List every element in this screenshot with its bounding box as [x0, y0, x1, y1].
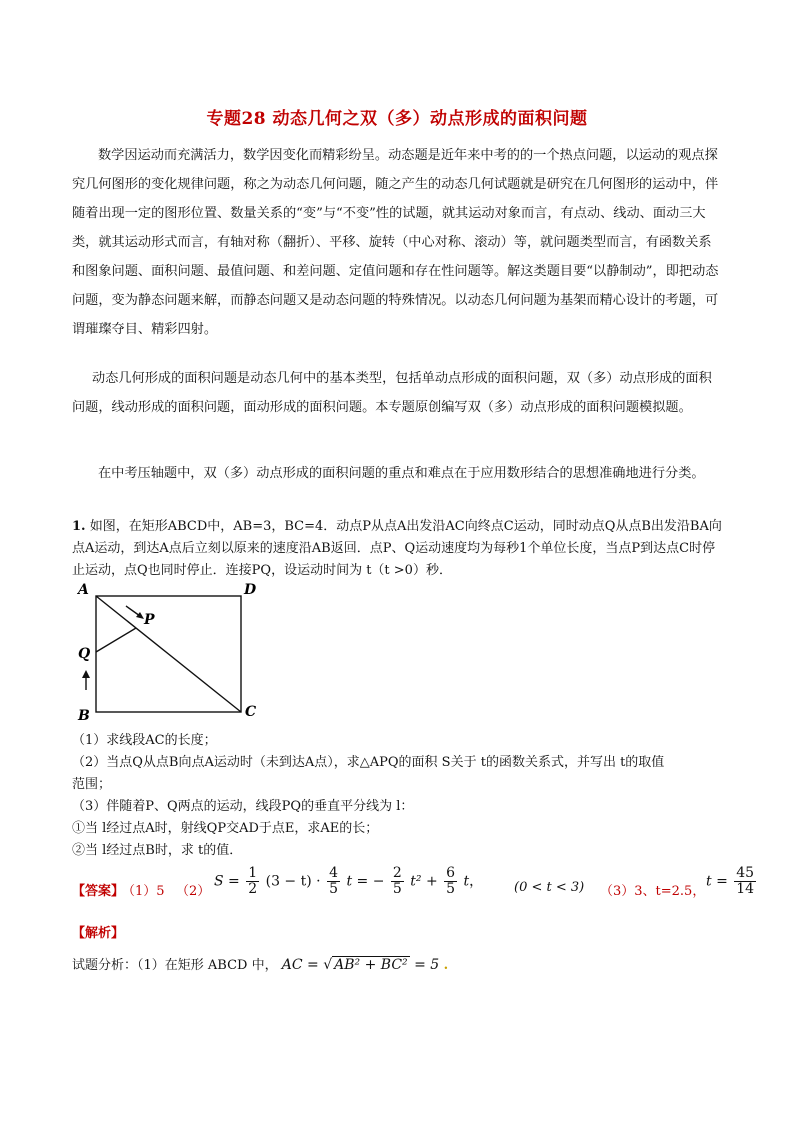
sub-question-1: （1）求线段AC的长度； [72, 733, 217, 748]
segment-pq [96, 628, 136, 652]
label-p: P [144, 612, 155, 628]
answer-tag: 【答案】 [72, 884, 125, 899]
sub-question-3-1: ①当 l经过点A时，射线QP交AD于点E，求AE的长； [72, 821, 379, 836]
problem-text: 如图，在矩形ABCD中，AB=3，BC=4．动点P从点A出发沿AC向终点C运动，同时动点Q从点B出发沿BA向点A运动，到达A点后立刻以原来的速度沿AB返回．点P、Q运动速度均为每秒1个单位长度，当点P到达点C时停止运动，点Q也同时停止．连接PQ，设运动时间为 t（t >0）秒． [72, 519, 722, 578]
arrow-p-head [136, 612, 144, 619]
sub-question-3-2: ②当 l经过点B时，求 t的值． [72, 843, 243, 858]
analysis-text: 试题分析：（1）在矩形 ABCD 中， [72, 958, 278, 973]
rectangle-figure [74, 578, 274, 728]
problem-statement [72, 516, 722, 582]
sub-question-2-cont: 范围； [72, 777, 112, 792]
intro-paragraph-2: 动态几何形成的面积问题是动态几何中的基本类型，包括单动点形成的面积问题，双（多）动点形成的面积问题，线动形成的面积问题，面动形成的面积问题。本专题原创编写双（多）动点形成的面积问题模拟题。 [72, 371, 712, 415]
label-d: D [244, 582, 257, 598]
answer-t-value: t = $\frac{45}{14}$ [706, 865, 755, 897]
analysis-formula: AC = √ AB² + BC² = 5 [281, 957, 440, 973]
problem-number: 1. [72, 519, 86, 534]
label-b: B [78, 708, 90, 724]
analysis-tag: 【解析】 [72, 926, 125, 941]
answer-part-1: （1）5 [122, 884, 165, 899]
answer-range: (0 < t < 3) [514, 880, 585, 895]
intro-paragraph-3: 在中考压轴题中，双（多）动点形成的面积问题的重点和难点在于应用数形结合的思想准确地进行分类。 [98, 466, 705, 481]
page-title: 专题28 动态几何之双（多）动点形成的面积问题 [206, 109, 588, 129]
label-a: A [78, 582, 89, 598]
intro-paragraph-1: 数学因运动而充满活力，数学因变化而精彩纷呈。动态题是近年来中考的的一个热点问题，以运动的观点探究几何图形的变化规律问题，称之为动态几何问题，随之产生的动态几何试题就是研究在几何图形的运动中，伴随着出现一定的图形位置、数量关系的“变”与“不变”性的试题，就其运动对象而言，有点动、线动、面动三大类，就其运动形式而言，有轴对称（翻折）、平移、旋转（中心对称、滚动）等，就问题类型而言，有函数关系和图象问题、面积问题、最值问题、和差问题、定值问题和存在性问题等。解这类题目要“以静制动”，即把动态问题，变为静态问题来解，而静态问题又是动态问题的特殊情况。以动态几何问题为基架而精心设计的考题，可谓璀璨夺目、精彩四射。 [72, 148, 719, 337]
arrow-q-head [82, 670, 90, 678]
answer-row [72, 862, 755, 912]
answer-part-3: （3）3、t=2.5， [600, 884, 706, 899]
sub-question-2: （2）当点Q从点B向点A运动时（未到达A点），求△APQ的面积 S关于 t的函数关系式，并写出 t的取值 [72, 755, 665, 770]
label-q: Q [78, 646, 91, 662]
answer-area-formula: S = $\frac{1}{2}$ (3 − t) · $\frac{4}{5}$ t = − $\frac{2}{5}$ t² + $\frac{6}{5}$ t， [214, 865, 484, 897]
arrow-p-direction [126, 606, 140, 616]
label-c: C [245, 704, 257, 720]
analysis-line [72, 950, 722, 981]
diagonal-ac [96, 596, 241, 712]
answer-part-2-label: （2） [176, 884, 211, 899]
sub-question-3: （3）伴随着P、Q两点的运动，线段PQ的垂直平分线为 l： [72, 799, 414, 814]
analysis-end-dot: . [443, 958, 449, 973]
